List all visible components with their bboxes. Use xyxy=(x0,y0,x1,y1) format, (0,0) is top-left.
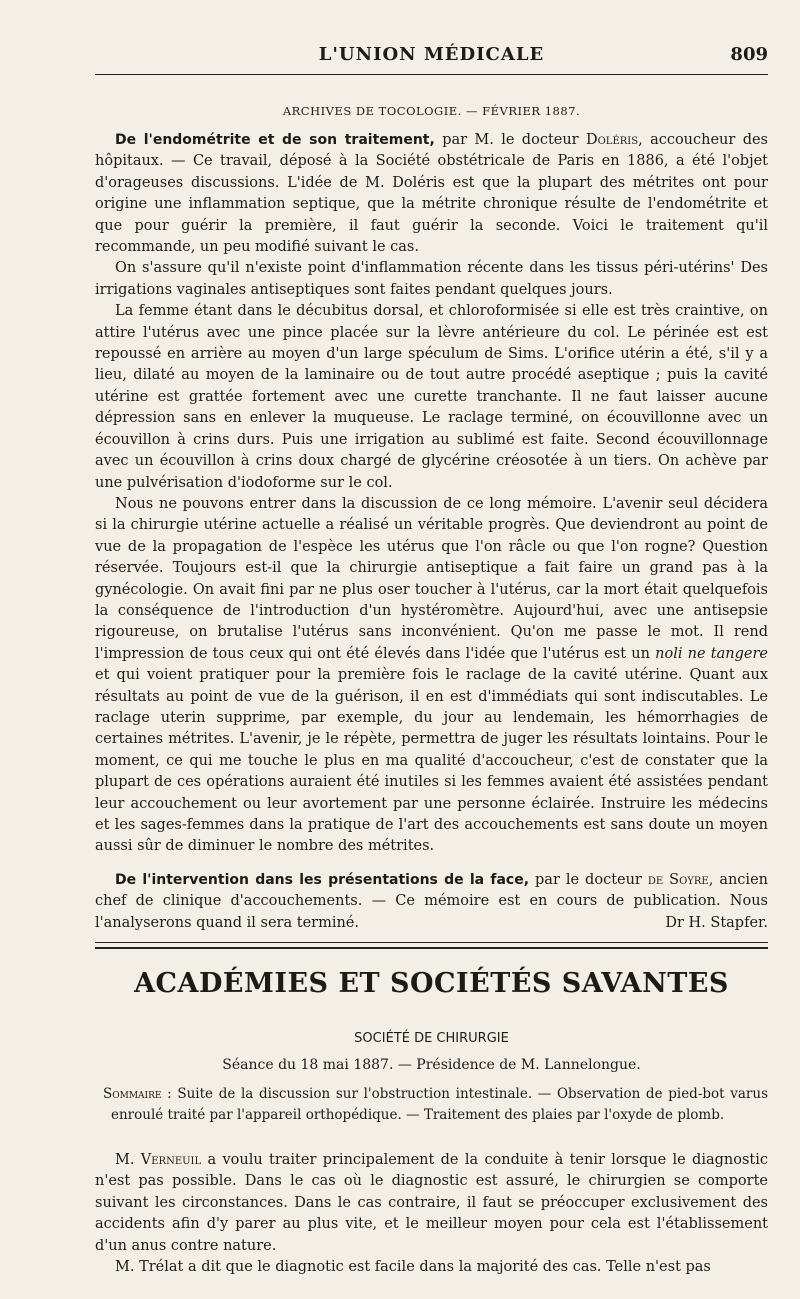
section-divider xyxy=(95,942,768,949)
society-title: SOCIÉTÉ DE CHIRURGIE xyxy=(354,1031,509,1046)
article1-p4-end: et qui voient pratiquer pour la première fois le raclage de la cavité utérine. Quant aux résultats au point de vue de la guérison, il en est d'immédiats qui sont indiscutables. Le raclage uterin supprime, par exemple, du jour au lendemain, les hémorrhagies de certaines métrites. L'avenir, je le répète, permettra de juger les résultats lointains. Pour le moment, ce qui me touche le plus en ma qualité d'accoucheur, c'est de constater que la plupart de ces opérations auraient été inutiles si les femmes avaient été assistées pendant leur accouchement ou leur avortement par une personne éclairée. Instruire les médecins et les sages-femmes dans la pratique de l'art des accouchements est sans doute un moyen aussi sûr de diminuer le nombre des métrites. xyxy=(95,667,768,855)
verneuil-paragraph xyxy=(95,1150,768,1257)
article1-intro: par M. le docteur xyxy=(434,132,586,148)
journal-title: L'UNION MÉDICALE xyxy=(318,44,545,65)
article1-title: De l'endométrite et de son traitement, xyxy=(115,132,435,148)
trelat-paragraph: M. Trélat a dit que le diagnotic est facile dans la majorité des cas. Telle n'est pas xyxy=(115,1259,711,1276)
article1-p4-start: Nous ne pouvons entrer dans la discussion de ce long mémoire. L'avenir seul décidera si la chirurgie utérine actuelle a réalisé un véritable progrès. Que deviendront au point de vue de la propagation de l'espèce les utérus que l'on râcle ou que l'on rogne? Question réservée. Toujours est-il que la chirurgie antiseptique a fait faire un grand pas à la gynécologie. On avait fini par ne plus oser toucher à l'utérus, car la mort était quelquefois la conséquence de l'introduction d'un hystéromètre. Aujourd'hui, avec une antisepsie rigoureuse, on brutalise l'utérus sans inconvénient. Qu'on me passe le mot. Il rend l'impression de tous ceux qui ont été élevés dans l'idée que l'utérus est un xyxy=(95,495,768,662)
seance-line: Séance du 18 mai 1887. — Présidence de M. Lannelongue. xyxy=(222,1057,641,1073)
sommaire-text-block xyxy=(103,1084,768,1125)
article1-paragraph1 xyxy=(95,130,768,258)
article2-text: , ancien chef de clinique d'accouchements. — Ce mémoire est en cours de publication. Nous l'analyserons quand il sera terminé. xyxy=(95,871,768,931)
header-rule xyxy=(95,74,768,75)
verneuil-text: a voulu traiter principalement de la conduite à tenir lorsque le diagnostic n'est pas possible. Dans le cas où le diagnostic est assuré, le chirurgien se comporte suivant les circonstances. Dans le cas contraire, il faut se préoccuper exclusivement des accidents afin d'y parer au plus vite, et le meilleur moyen pour cela est l'établissement d'un anus contre nature. xyxy=(95,1152,768,1254)
sommaire-text: : Suite de la discussion sur l'obstruction intestinale. — Observation de pied-bot varus enroulé traité par l'appareil orthopédique. — Traitement des plaies par l'oxyde de plomb. xyxy=(111,1086,768,1123)
article1-author: Doléris xyxy=(585,132,639,148)
academies-title: ACADÉMIES ET SOCIÉTÉS SAVANTES xyxy=(134,968,729,999)
article1-text: , accoucheur des hôpitaux. — Ce travail, déposé à la Société obstétricale de Paris en 1886, a été l'objet d'orageuses discussions. L'idée de M. Doléris est que la plupart des métrites ont pour origine une inflammation septique, que la métrite chronique résulte de l'endométrite et que pour guérir la première, il faut guérir la seconde. Voici le traitement qu'il recommande, un peu modifié suivant le cas. xyxy=(95,132,768,256)
archives-body xyxy=(95,130,768,934)
verneuil-name: M. Verneuil xyxy=(115,1152,202,1168)
article1-p4-italic: noli ne tangere xyxy=(655,645,768,662)
running-head xyxy=(95,44,768,72)
article1-paragraph3: La femme étant dans le décubitus dorsal, et chloroformisée si elle est très craintive, on attire l'utérus avec une pince placée sur la lèvre antérieure du col. Le périnée est est repoussé en arrière au moyen d'un large spéculum de Sims. L'orifice utérin a été, s'il y a lieu, dilaté au moyen de la laminaire ou de tout autre procédé aseptique ; puis la cavité utérine est grattée fortement avec une curette tranchante. Il ne faut laisser aucune dépression sans en enlever la muqueuse. Le raclage terminé, on écouvillonne avec un écouvillon à crins durs. Puis une irrigation au sublimé est faite. Second écouvillonnage avec un écouvillon à crins doux chargé de glycérine créosotée à un tiers. On achève par une pulvérisation d'iodoforme sur le col. xyxy=(95,303,768,491)
sommaire xyxy=(95,1084,768,1125)
article1-paragraph2: On s'assure qu'il n'existe point d'inflammation récente dans les tissus péri-utérins' Des irrigations vaginales antiseptiques sont faites pendant quelques jours. xyxy=(95,260,768,298)
article2-intro: par le docteur xyxy=(529,871,648,888)
article1-paragraph4 xyxy=(95,494,768,858)
article2-author: de Soyre xyxy=(647,871,709,888)
sommaire-label: Sommaire xyxy=(103,1086,162,1102)
archives-heading: ARCHIVES DE TOCOLOGIE. — FÉVRIER 1887. xyxy=(282,104,581,118)
signature: Dr H. Stapfer. xyxy=(665,915,768,932)
page-number: 809 xyxy=(730,44,768,65)
article2-title: De l'intervention dans les présentations de la face, xyxy=(115,871,530,888)
academies-body xyxy=(95,1150,768,1278)
